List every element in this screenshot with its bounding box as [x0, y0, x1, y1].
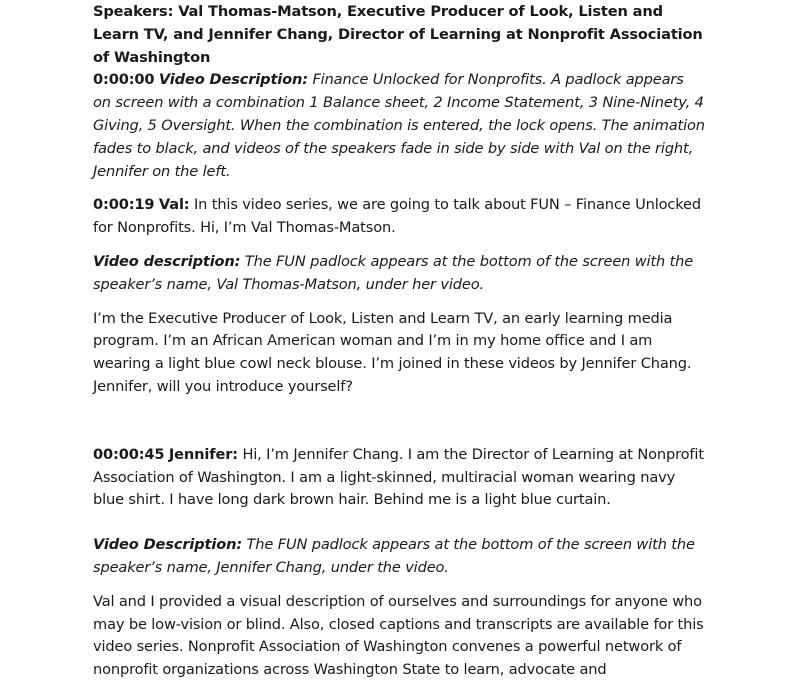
description-label: Video description: — [93, 252, 241, 270]
spacer — [93, 523, 705, 534]
speech-text: Val and I provided a visual description of ourselves and surroundings for anyone who may be low-vision or blind. Also, closed captions and transcripts are available for this video series. Nonprofit Association of Washington convenes a powerful network of nonprofit organizations across Washington State to learn, advocate and — [93, 592, 704, 679]
spacer — [93, 410, 705, 444]
speaker-name: Val: — [158, 196, 190, 214]
paragraph-video-description-jennifer — [93, 534, 705, 580]
paragraph-jennifer-continued — [93, 591, 705, 682]
speech-text: Hi, I’m Jennifer Chang. I am the Director of Learning at Nonprofit Association of Washington. I am a light-skinned, multiracial woman wearing navy blue shirt. I have long dark brown hair. Behind me is a light blue curtain. — [93, 445, 704, 509]
description-text: The FUN padlock appears at the bottom of the screen with the speaker’s name, Val Thomas-Matson, under her video. — [93, 252, 694, 293]
transcript-page — [93, 0, 705, 693]
description-label: Video Description: — [93, 536, 243, 554]
description-label: Video Description: — [158, 71, 308, 89]
paragraph-jennifer-intro — [93, 444, 705, 512]
paragraph-video-description-val — [93, 251, 705, 297]
speaker-name: Jennifer: — [168, 445, 238, 463]
speech-text: I’m the Executive Producer of Look, Listen and Learn TV, an early learning media program. I’m an African American woman and I’m in my home office and I am wearing a light blue cowl neck blouse. I’m joined in these videos by Jennifer Chang. Jennifer, will you introduce yourself? — [93, 309, 692, 395]
paragraph-video-description-intro — [93, 69, 705, 183]
description-text: The FUN padlock appears at the bottom of the screen with the speaker’s name, Jennifer Chang, under the video. — [93, 536, 695, 576]
timestamp: 00:00:45 — [93, 445, 165, 463]
description-text: Finance Unlocked for Nonprofits. A padlock appears on screen with a combination 1 Balance sheet, 2 Income Statement, 3 Nine-Ninety, 4 Giving, 5 Oversight. When the combination is entered, the lock opens. The animation fades to black, and videos of the speakers fade in side by side with Val on the right, Jennifer on the left. — [93, 71, 705, 180]
timestamp: 0:00:00 — [93, 71, 155, 89]
timestamp: 0:00:19 — [93, 196, 155, 214]
speech-text: In this video series, we are going to talk about FUN – Finance Unlocked for Nonprofits. Hi, I’m Val Thomas-Matson. — [93, 196, 701, 237]
paragraph-val-intro — [93, 194, 705, 240]
speakers-heading: Speakers: Val Thomas-Matson, Executive Producer of Look, Listen and Learn TV, and Jennifer Chang, Director of Learning at Nonprofit Association of Washington — [93, 3, 703, 66]
paragraph-val-continued — [93, 308, 705, 399]
